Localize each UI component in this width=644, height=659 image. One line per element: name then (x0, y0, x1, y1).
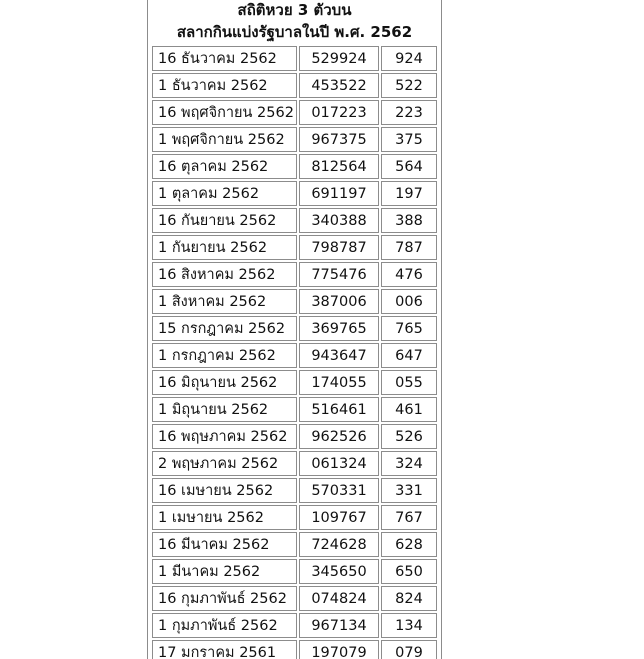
first-prize-cell: 691197 (299, 181, 379, 206)
draw-date-cell: 16 กันยายน 2562 (152, 208, 297, 233)
table-row (152, 505, 437, 530)
top-three-cell: 476 (381, 262, 437, 287)
draw-date-cell: 16 มิถุนายน 2562 (152, 370, 297, 395)
first-prize-cell: 812564 (299, 154, 379, 179)
first-prize-cell: 074824 (299, 586, 379, 611)
lottery-stats-table-container (147, 0, 442, 659)
first-prize-cell: 174055 (299, 370, 379, 395)
first-prize-cell: 369765 (299, 316, 379, 341)
first-prize-cell: 516461 (299, 397, 379, 422)
top-three-cell: 006 (381, 289, 437, 314)
draw-date-cell: 16 สิงหาคม 2562 (152, 262, 297, 287)
first-prize-cell: 967375 (299, 127, 379, 152)
table-row (152, 343, 437, 368)
table-row (152, 208, 437, 233)
first-prize-cell: 340388 (299, 208, 379, 233)
draw-date-cell: 16 ธันวาคม 2562 (152, 46, 297, 71)
first-prize-cell: 345650 (299, 559, 379, 584)
draw-date-cell: 1 กรกฎาคม 2562 (152, 343, 297, 368)
first-prize-cell: 570331 (299, 478, 379, 503)
draw-date-cell: 16 ตุลาคม 2562 (152, 154, 297, 179)
top-three-cell: 388 (381, 208, 437, 233)
table-row (152, 73, 437, 98)
table-row (152, 316, 437, 341)
table-row (152, 559, 437, 584)
first-prize-cell: 943647 (299, 343, 379, 368)
table-row (152, 478, 437, 503)
top-three-cell: 375 (381, 127, 437, 152)
table-body (152, 46, 437, 659)
lottery-results-table (150, 44, 439, 659)
first-prize-cell: 962526 (299, 424, 379, 449)
first-prize-cell: 017223 (299, 100, 379, 125)
draw-date-cell: 1 มีนาคม 2562 (152, 559, 297, 584)
table-title: สถิติหวย 3 ตัวบน (237, 1, 352, 19)
table-row (152, 370, 437, 395)
top-three-cell: 055 (381, 370, 437, 395)
first-prize-cell: 061324 (299, 451, 379, 476)
draw-date-cell: 1 สิงหาคม 2562 (152, 289, 297, 314)
draw-date-cell: 1 ธันวาคม 2562 (152, 73, 297, 98)
first-prize-cell: 724628 (299, 532, 379, 557)
draw-date-cell: 1 เมษายน 2562 (152, 505, 297, 530)
draw-date-cell: 16 มีนาคม 2562 (152, 532, 297, 557)
table-row (152, 262, 437, 287)
top-three-cell: 134 (381, 613, 437, 638)
draw-date-cell: 16 กุมภาพันธ์ 2562 (152, 586, 297, 611)
top-three-cell: 650 (381, 559, 437, 584)
draw-date-cell: 17 มกราคม 2561 (152, 640, 297, 659)
table-row (152, 424, 437, 449)
top-three-cell: 223 (381, 100, 437, 125)
table-row (152, 100, 437, 125)
top-three-cell: 526 (381, 424, 437, 449)
draw-date-cell: 16 พฤษภาคม 2562 (152, 424, 297, 449)
top-three-cell: 461 (381, 397, 437, 422)
table-row (152, 613, 437, 638)
table-row (152, 235, 437, 260)
first-prize-cell: 453522 (299, 73, 379, 98)
draw-date-cell: 1 มิถุนายน 2562 (152, 397, 297, 422)
first-prize-cell: 387006 (299, 289, 379, 314)
top-three-cell: 767 (381, 505, 437, 530)
first-prize-cell: 775476 (299, 262, 379, 287)
first-prize-cell: 197079 (299, 640, 379, 659)
draw-date-cell: 16 พฤศจิกายน 2562 (152, 100, 297, 125)
draw-date-cell: 16 เมษายน 2562 (152, 478, 297, 503)
draw-date-cell: 1 ตุลาคม 2562 (152, 181, 297, 206)
top-three-cell: 628 (381, 532, 437, 557)
top-three-cell: 787 (381, 235, 437, 260)
table-row (152, 532, 437, 557)
top-three-cell: 765 (381, 316, 437, 341)
top-three-cell: 331 (381, 478, 437, 503)
table-row (152, 127, 437, 152)
first-prize-cell: 109767 (299, 505, 379, 530)
top-three-cell: 924 (381, 46, 437, 71)
table-row (152, 289, 437, 314)
table-row (152, 451, 437, 476)
table-row (152, 154, 437, 179)
first-prize-cell: 529924 (299, 46, 379, 71)
draw-date-cell: 1 กุมภาพันธ์ 2562 (152, 613, 297, 638)
top-three-cell: 079 (381, 640, 437, 659)
table-row (152, 46, 437, 71)
draw-date-cell: 1 กันยายน 2562 (152, 235, 297, 260)
top-three-cell: 824 (381, 586, 437, 611)
top-three-cell: 197 (381, 181, 437, 206)
top-three-cell: 564 (381, 154, 437, 179)
first-prize-cell: 798787 (299, 235, 379, 260)
table-subtitle: สลากกินแบ่งรัฐบาลในปี พ.ศ. 2562 (176, 23, 413, 41)
top-three-cell: 647 (381, 343, 437, 368)
table-row (152, 640, 437, 659)
draw-date-cell: 15 กรกฎาคม 2562 (152, 316, 297, 341)
table-row (152, 586, 437, 611)
draw-date-cell: 1 พฤศจิกายน 2562 (152, 127, 297, 152)
table-row (152, 181, 437, 206)
table-header (150, 0, 439, 44)
top-three-cell: 324 (381, 451, 437, 476)
draw-date-cell: 2 พฤษภาคม 2562 (152, 451, 297, 476)
top-three-cell: 522 (381, 73, 437, 98)
first-prize-cell: 967134 (299, 613, 379, 638)
table-row (152, 397, 437, 422)
